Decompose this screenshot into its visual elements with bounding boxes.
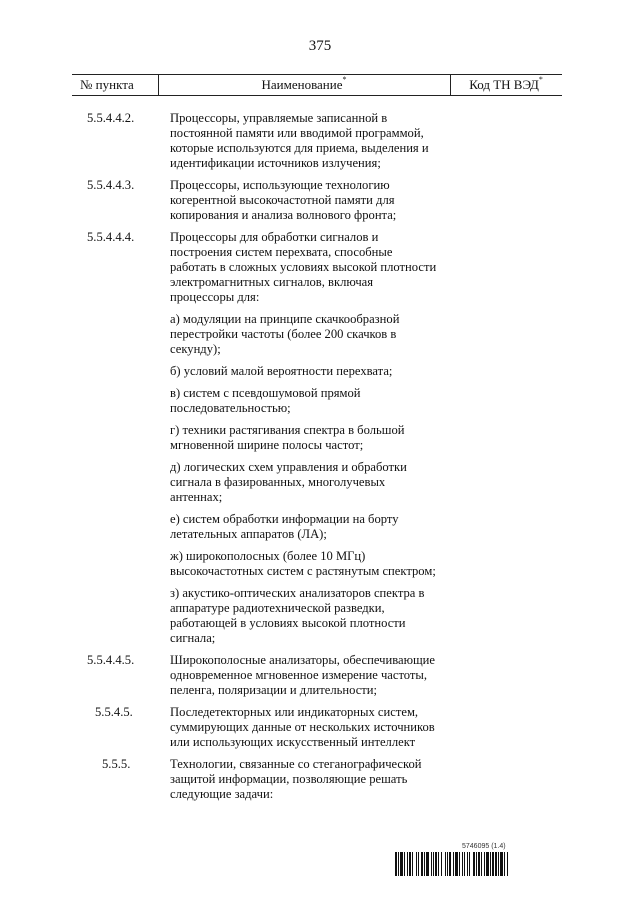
table-body bbox=[72, 111, 562, 809]
item-text: Процессоры для обработки сигналов и построения систем перехвата, способные работать в сложных условиях высокой плотности электромагнитных сигналов, включая процессоры для: bbox=[170, 230, 437, 304]
sub-item: б) условий малой вероятности перехвата; bbox=[170, 364, 393, 378]
item-number: 5.5.4.4.2. bbox=[87, 111, 135, 125]
table-row bbox=[72, 178, 562, 223]
sub-item: ж) широкополосных (более 10 МГц) высокочастотных систем с растянутым спектром; bbox=[170, 549, 436, 578]
table-header-bottom-rule bbox=[72, 95, 562, 96]
column-header-number: № пункта bbox=[80, 77, 134, 92]
sub-item: д) логических схем управления и обработки сигнала в фазированных, многолучевых антеннах; bbox=[170, 460, 407, 504]
sub-item: е) систем обработки информации на борту летательных аппаратов (ЛА); bbox=[170, 512, 399, 541]
sub-item: г) техники растягивания спектра в большой мгновенной ширине полосы частот; bbox=[170, 423, 405, 452]
sub-item: в) систем с псевдошумовой прямой последовательностью; bbox=[170, 386, 361, 415]
item-text: Процессоры, использующие технологию когерентной высокочастотной памяти для копирования и анализа волнового фронта; bbox=[170, 178, 397, 222]
column-header-name: Наименование* bbox=[261, 75, 347, 92]
item-text: Последетекторных или индикаторных систем, суммирующих данные от нескольких источников или использующих искусственный интеллект bbox=[170, 705, 435, 749]
barcode-bar bbox=[508, 852, 509, 876]
document-code: 5746095 (1.4) bbox=[462, 843, 506, 850]
column-header-code: Код ТН ВЭД* bbox=[469, 75, 543, 92]
table-header-top-rule bbox=[72, 74, 562, 75]
page-number: 375 bbox=[308, 38, 332, 54]
item-number: 5.5.5. bbox=[102, 757, 131, 771]
item-number: 5.5.4.4.5. bbox=[87, 653, 135, 667]
table-row bbox=[72, 111, 562, 171]
table-row bbox=[72, 757, 562, 802]
table-row bbox=[72, 653, 562, 698]
barcode bbox=[395, 852, 590, 876]
item-text: Процессоры, управляемые записанной в постоянной памяти или вводимой программой, которые используются для приема, выделения и идентификации источников излучения; bbox=[170, 111, 429, 170]
item-number: 5.5.4.4.3. bbox=[87, 178, 135, 192]
sub-item: а) модуляции на принципе скачкообразной перестройки частоты (более 200 скачков в секунду); bbox=[170, 312, 400, 356]
item-text: Технологии, связанные со стеганографической защитой информации, позволяющие решать следующие задачи: bbox=[170, 757, 422, 801]
sub-item: з) акустико-оптических анализаторов спектра в аппаратуре радиотехнической разведки, работающей в условиях высокой плотности сигнала; bbox=[170, 586, 425, 645]
item-number: 5.5.4.5. bbox=[95, 705, 133, 719]
table-row bbox=[72, 705, 562, 750]
table-row bbox=[72, 230, 562, 305]
item-text: Широкополосные анализаторы, обеспечивающие одновременное мгновенное измерение частоты, пеленга, поляризации и длительности; bbox=[170, 653, 436, 697]
item-number: 5.5.4.4.4. bbox=[87, 230, 135, 244]
